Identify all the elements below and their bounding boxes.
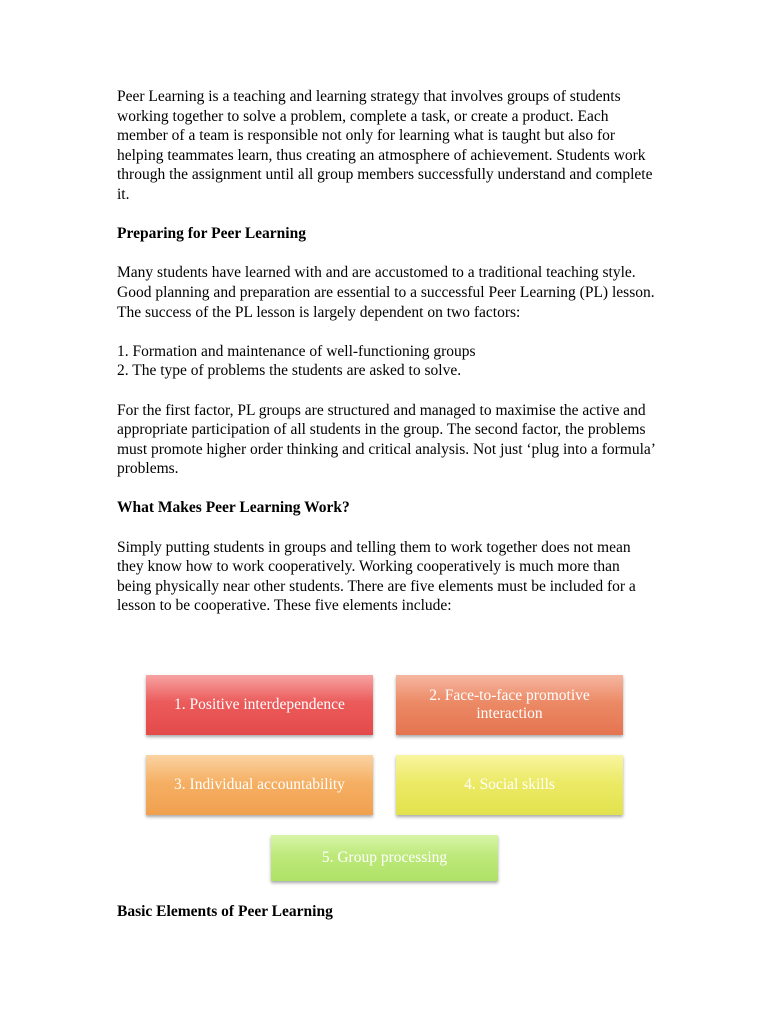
intro-paragraph: Peer Learning is a teaching and learning strategy that involves groups of students working together to solve a problem, complete a task, or create a product. Each member of a team is responsible not only for learning what is taught but also for helping teammates learn, thus creating an atmosphere of achievement. Students work through the assignment until all group members successfully understand and complete it. xyxy=(117,88,653,203)
document-body xyxy=(117,87,657,636)
heading-preparing: Preparing for Peer Learning xyxy=(117,225,306,243)
element-box-individual-accountability: 3. Individual accountability xyxy=(146,755,373,815)
element-box-social-skills: 4. Social skills xyxy=(396,755,623,815)
element-box-face-to-face: 2. Face-to-face promotive interaction xyxy=(396,675,623,735)
element-box-group-processing: 5. Group processing xyxy=(271,835,498,881)
preparing-paragraph: Many students have learned with and are accustomed to a traditional teaching style. Good planning and preparation are essential to a successful Peer Learning (PL) lesson. The success of the PL lesson is largely dependent on two factors: xyxy=(117,264,655,321)
heading-basic-elements: Basic Elements of Peer Learning xyxy=(117,903,333,920)
factors-list xyxy=(117,342,657,381)
factors-explained-paragraph: For the first factor, PL groups are structured and managed to maximise the active and appropriate participation of all students in the group. The second factor, the problems must promote higher order thinking and critical analysis. Not just ‘plug into a formula’ problems. xyxy=(117,401,655,478)
factor-item-2: 2. The type of problems the students are asked to solve. xyxy=(117,362,462,380)
heading-what-makes: What Makes Peer Learning Work? xyxy=(117,499,350,517)
element-box-positive-interdependence: 1. Positive interdependence xyxy=(146,675,373,735)
factor-item-1: 1. Formation and maintenance of well-functioning groups xyxy=(117,342,476,360)
what-makes-paragraph: Simply putting students in groups and telling them to work together does not mean they know how to work cooperatively. Working cooperatively is much more than being physically near other students. There are five elements must be included for a lesson to be cooperative. These five elements include: xyxy=(117,538,636,615)
